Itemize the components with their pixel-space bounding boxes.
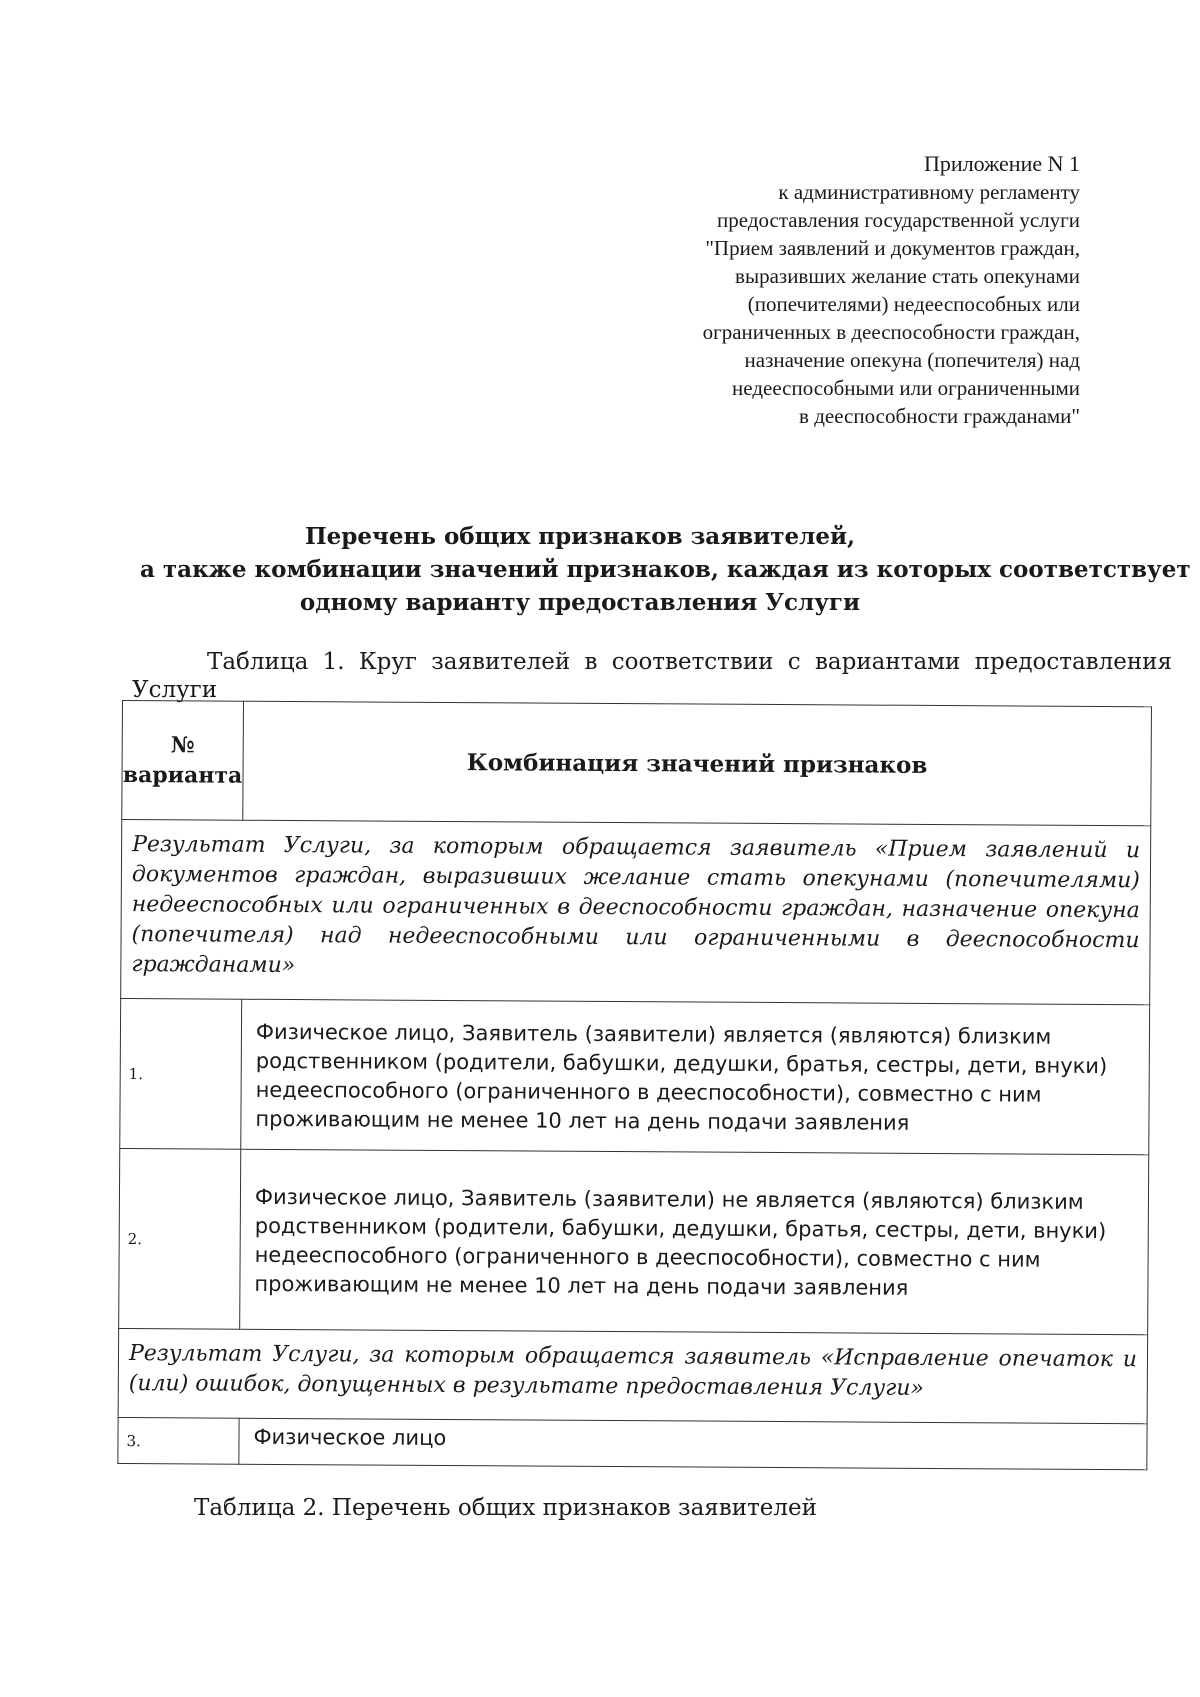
result-description: Результат Услуги, за которым обращается заявитель «Исправление опечаток и (или) ошибок, допущенных в результате предоставления Услуги» [118,1328,1148,1423]
table-result-row [118,1328,1148,1423]
header-variant-number: № варианта [122,701,244,821]
table-row [118,1417,1147,1469]
appendix-line: Приложение N 1 [924,151,1080,176]
variant-number: 3. [118,1417,239,1464]
table-row [120,998,1150,1154]
variant-number: 2. [119,1148,241,1329]
title-line: одному варианту предоставления Услуги [299,589,861,616]
header-combination: Комбинация значений признаков [243,701,1152,826]
table2-caption: Таблица 2. Перечень общих признаков заявителей [194,1495,817,1521]
appendix-line: (попечителями) недееспособных или [747,292,1080,316]
variant-number: 1. [120,998,242,1149]
appendix-line: к административному регламенту [778,180,1080,204]
appendix-line: в дееспособности гражданами" [799,404,1080,428]
variant-criteria: Физическое лицо, Заявитель (заявители) не является (являются) близким родственником (родители, бабушки, дедушки, братья, сестры, дети, внуки) недееспособного (ограниченного в дееспособности), совместно с ним проживающим не менее 10 лет на день подачи заявления [240,1149,1149,1335]
table-row [119,1148,1149,1334]
applicants-table [117,700,1152,1470]
table-header-row [122,701,1152,826]
appendix-line: ограниченных в дееспособности граждан, [702,320,1080,344]
appendix-line: выразивших желание стать опекунами [735,264,1080,288]
appendix-line: "Прием заявлений и документов граждан, [705,236,1080,260]
title-line: а также комбинации значений признаков, каждая из которых соответствует [140,556,1191,583]
title-line: Перечень общих признаков заявителей, [304,523,856,550]
variant-criteria: Физическое лицо, Заявитель (заявители) является (являются) близким родственником (родители, бабушки, дедушки, братья, сестры, дети, внуки) недееспособного (ограниченного в дееспособности), совместно с ним проживающим не менее 10 лет на день подачи заявления [241,999,1150,1155]
table-result-row [121,820,1151,1005]
appendix-line: предоставления государственной услуги [717,208,1080,232]
variant-criteria: Физическое лицо [239,1418,1147,1470]
appendix-line: назначение опекуна (попечителя) над [744,348,1080,372]
document-title [140,520,1191,619]
appendix-line: недееспособными или ограниченными [732,376,1080,400]
appendix-note [600,150,1080,430]
result-description: Результат Услуги, за которым обращается заявитель «Прием заявлений и документов граждан, выразивших желание стать опекунами (попечителями) недееспособных или ограниченных в дееспособности граждан, назначение опекуна (попечителя) над недееспособными или ограниченными в дееспособности гражданами» [121,820,1151,1005]
table1-caption: Таблица 1. Круг заявителей в соответствии с вариантами предоставления Услуги [132,649,1172,703]
